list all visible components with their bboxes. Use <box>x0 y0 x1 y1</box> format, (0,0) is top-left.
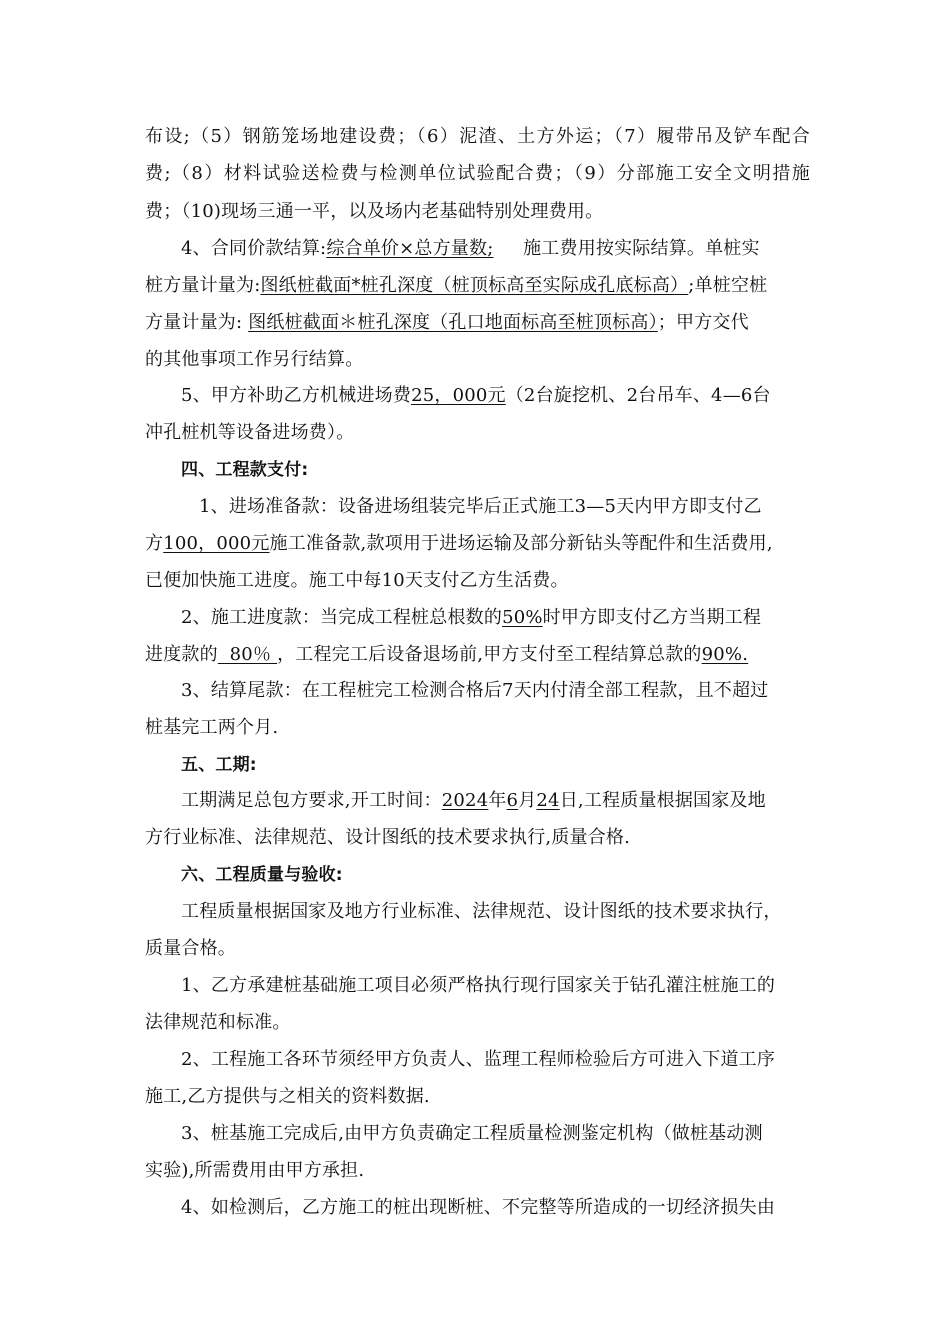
underlined-percent: 50% <box>502 607 543 628</box>
underlined-amount: 25，000元 <box>411 385 506 406</box>
quality-clause: 3、桩基施工完成后,由甲方负责确定工程质量检测鉴定机构（做桩基动测 <box>181 1123 763 1144</box>
text-line: 已便加快施工进度。施工中每10天支付乙方生活费。 <box>145 570 569 591</box>
text-line: 费；（10)现场三通一平，以及场内老基础特别处理费用。 <box>145 201 604 222</box>
text-line: 施工,乙方提供与之相关的资料数据. <box>145 1086 430 1107</box>
text-line: 进度款的 80％ ，工程完工后设备退场前,甲方支付至工程结算总款的90%. <box>145 644 749 665</box>
quality-clause: 4、如检测后，乙方施工的桩出现断桩、不完整等所造成的一切经济损失由 <box>181 1197 776 1218</box>
underlined-year: 2024 <box>441 790 489 811</box>
underlined-percent: 90%. <box>701 644 749 665</box>
text-line: 方量计量为: 图纸桩截面＊桩孔深度（孔口地面标高至桩顶标高）；甲方交代 <box>145 312 749 333</box>
underlined-term: 图纸桩截面*桩孔深度（桩顶标高至实际成孔底标高） <box>260 275 689 296</box>
text-line: 法律规范和标准。 <box>145 1012 291 1033</box>
text-line: 方100，000元施工准备款,款项用于进场运输及部分新钻头等配件和生活费用, <box>145 533 773 554</box>
text-line: 的其他事项工作另行结算。 <box>145 349 364 370</box>
underlined-term: 综合单价×总方量数; <box>326 238 494 259</box>
quality-clause: 1、乙方承建桩基础施工项目必须严格执行现行国家关于钻孔灌注桩施工的 <box>181 975 776 996</box>
underlined-day: 24 <box>536 790 560 811</box>
underlined-month: 6 <box>506 790 519 811</box>
settlement-clause: 4、合同价款结算:综合单价×总方量数; 施工费用按实际结算。单桩实 <box>181 238 760 259</box>
text-line: 桩基完工两个月. <box>145 717 279 738</box>
progress-payment-clause: 2、施工进度款：当完成工程桩总根数的50%时甲方即支付乙方当期工程 <box>181 607 762 628</box>
section-heading: 六、工程质量与验收: <box>181 865 343 885</box>
text-line: 方行业标准、法律规范、设计图纸的技术要求执行,质量合格. <box>145 827 631 848</box>
text-line: 冲孔桩机等设备进场费）。 <box>145 422 355 443</box>
final-payment-clause: 3、结算尾款：在工程桩完工检测合格后7天内付清全部工程款，且不超过 <box>181 680 769 701</box>
underlined-percent: 80％ <box>217 644 278 665</box>
schedule-clause: 工期满足总包方要求,开工时间：2024年6月24日,工程质量根据国家及地 <box>181 790 766 811</box>
text-line: 桩方量计量为:图纸桩截面*桩孔深度（桩顶标高至实际成孔底标高）;单桩空桩 <box>145 275 768 296</box>
text-line: 布设;（5）钢筋笼场地建设费；（6）泥渣、土方外运；（7）履带吊及铲车配合 <box>145 126 810 147</box>
underlined-amount: 100，000元 <box>163 533 270 554</box>
advance-payment-clause: 1、进场准备款：设备进场组装完毕后正式施工3—5天内甲方即支付乙 <box>199 496 762 517</box>
text-line: 质量合格。 <box>145 938 236 959</box>
underlined-term: 图纸桩截面＊桩孔深度（孔口地面标高至桩顶标高） <box>248 312 658 333</box>
text-line: 工程质量根据国家及地方行业标准、法律规范、设计图纸的技术要求执行， <box>181 901 782 922</box>
quality-clause: 2、工程施工各环节须经甲方负责人、监理工程师检验后方可进入下道工序 <box>181 1049 776 1070</box>
section-heading: 四、工程款支付: <box>181 460 309 480</box>
text-line: 实验),所需费用由甲方承担. <box>145 1160 365 1181</box>
text-line: 费;（8）材料试验送检费与检测单位试验配合费；（9）分部施工安全文明措施 <box>145 163 810 184</box>
section-heading: 五、工期: <box>181 755 257 775</box>
subsidy-clause: 5、甲方补助乙方机械进场费25，000元（2台旋挖机、2台吊车、4—6台 <box>181 385 771 406</box>
